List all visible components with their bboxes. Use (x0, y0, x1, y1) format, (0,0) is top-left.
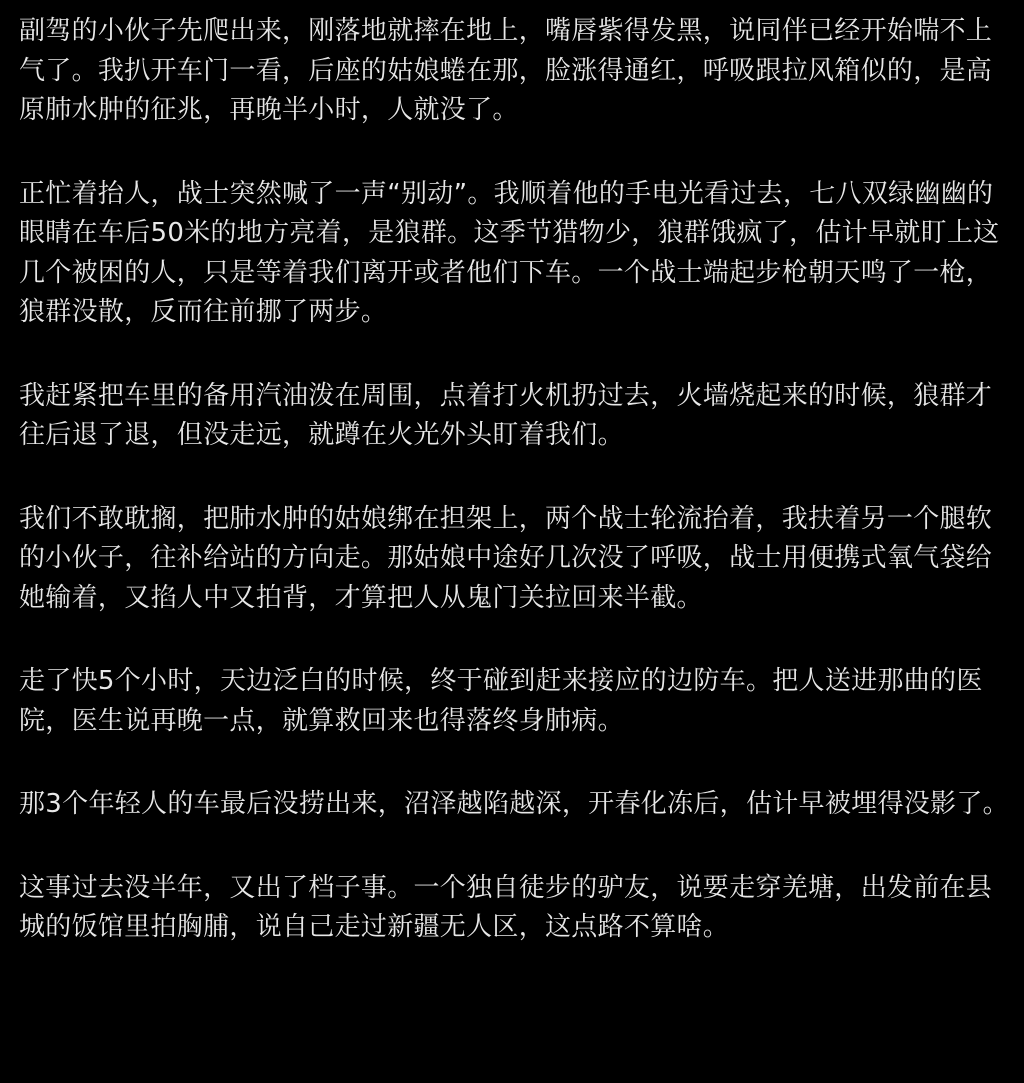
paragraph-2: 正忙着抬人，战士突然喊了一声“别动”。我顺着他的手电光看过去，七八双绿幽幽的眼睛在车后50米的地方亮着，是狼群。这季节猎物少，狼群饿疯了，估计早就盯上这几个被困的人，只是等着我们离开或者他们下车。一个战士端起步枪朝天鸣了一枪，狼群没散，反而往前挪了两步。 (19, 178, 1000, 327)
paragraph-4: 我们不敢耽搁，把肺水肿的姑娘绑在担架上，两个战士轮流抬着，我扶着另一个腿软的小伙子，往补给站的方向走。那姑娘中途好几次没了呼吸，战士用便携式氧气袋给她输着，又掐人中又拍背，才算把人从鬼门关拉回来半截。 (19, 503, 993, 613)
paragraph-3: 我赶紧把车里的备用汽油泼在周围，点着打火机扔过去，火墙烧起来的时候，狼群才往后退了退，但没走远，就蹲在火光外头盯着我们。 (19, 380, 993, 450)
paragraph-6: 那3个年轻人的车最后没捞出来，沼泽越陷越深，开春化冻后，估计早被埋得没影了。 (19, 789, 1009, 819)
paragraph-5: 走了快5个小时，天边泛白的时候，终于碰到赶来接应的边防车。把人送进那曲的医院，医生说再晚一点，就算救回来也得落终身肺病。 (19, 666, 983, 736)
paragraph-7: 这事过去没半年，又出了档子事。一个独自徒步的驴友，说要走穿羌塘，出发前在县城的饭馆里拍胸脯，说自己走过新疆无人区，这点路不算啥。 (19, 872, 993, 942)
paragraph-1: 副驾的小伙子先爬出来，刚落地就摔在地上，嘴唇紫得发黑，说同伴已经开始喘不上气了。我扒开车门一看，后座的姑娘蜷在那，脸涨得通红，呼吸跟拉风箱似的，是高原肺水肿的征兆，再晚半小时，人就没了。 (19, 16, 993, 125)
